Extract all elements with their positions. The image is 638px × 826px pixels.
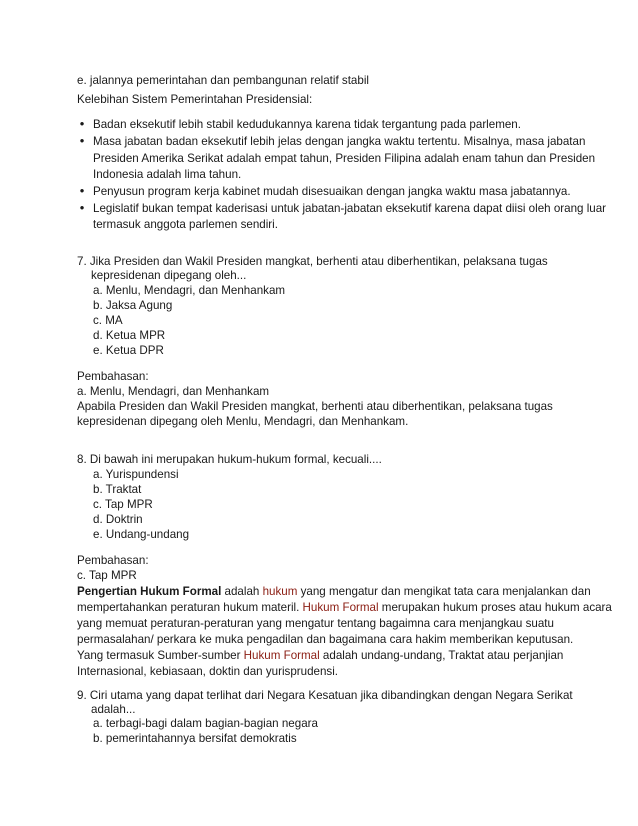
question-7-cont: kepresidenan dipegang oleh... xyxy=(91,269,247,282)
bullet-text: Presiden Amerika Serikat adalah empat tahun, Presiden Filipina adalah enam tahun dan Presiden xyxy=(93,152,596,165)
term-link: Hukum Formal xyxy=(302,601,379,614)
text: yang mengatur dan mengikat tata cara menjalankan dan xyxy=(297,585,591,598)
q7-option-e: e. Ketua DPR xyxy=(93,344,164,357)
text: adalah undang-undang, Traktat atau perjanjian xyxy=(319,649,564,662)
q9-option-b: b. pemerintahannya bersifat demokratis xyxy=(93,732,297,745)
bullet-dot-icon: • xyxy=(79,116,85,131)
q8-answer: c. Tap MPR xyxy=(77,569,137,582)
bullet-text: Badan eksekutif lebih stabil kedudukannya karena tidak tergantung pada parlemen. xyxy=(93,118,521,131)
question-9: 9. Ciri utama yang dapat terlihat dari Negara Kesatuan jika dibandingkan dengan Negara Serikat xyxy=(77,689,573,702)
q8-option-e: e. Undang-undang xyxy=(93,528,190,541)
bullet-text: Indonesia adalah lima tahun. xyxy=(93,168,242,181)
question-7: 7. Jika Presiden dan Wakil Presiden mangkat, berhenti atau diberhentikan, pelaksana tugas xyxy=(77,255,548,268)
term-link: Hukum Formal xyxy=(243,649,320,662)
q7-answer: a. Menlu, Mendagri, dan Menhankam xyxy=(77,385,270,398)
bullet-dot-icon: • xyxy=(79,200,85,215)
term-bold: Pengertian Hukum Formal xyxy=(77,585,222,598)
bullet-text: Legislatif bukan tempat kaderisasi untuk jabatan-jabatan eksekutif karena dapat diisi oleh orang luar xyxy=(93,202,607,215)
bullet-text: Penyusun program kerja kabinet mudah disesuaikan dengan jangka waktu masa jabatannya. xyxy=(93,185,571,198)
q8-option-c: c. Tap MPR xyxy=(93,498,153,511)
q8-explanation-line xyxy=(77,648,563,664)
q8-option-a: a. Yurispundensi xyxy=(93,468,179,481)
option-e-line: e. jalannya pemerintahan dan pembangunan relatif stabil xyxy=(77,74,369,87)
bullet-text: Masa jabatan badan eksekutif lebih jelas dengan jangka waktu tertentu. Misalnya, masa jabatan xyxy=(93,135,586,148)
q8-explanation-line xyxy=(77,584,591,600)
q7-option-c: c. MA xyxy=(93,314,123,327)
q7-explanation: kepresidenan dipegang oleh Menlu, Mendagri, dan Menhankam. xyxy=(77,415,409,428)
q7-option-b: b. Jaksa Agung xyxy=(93,299,173,312)
q8-explanation-line: yang memuat peraturan-peraturan yang mengatur tentang bagaimna cara menjangkau suatu xyxy=(77,617,554,630)
question-8: 8. Di bawah ini merupakan hukum-hukum formal, kecuali.... xyxy=(77,453,382,466)
text: mempertahankan peraturan hukum materil. xyxy=(77,601,303,614)
q8-explanation-line xyxy=(77,600,612,616)
q8-option-d: d. Doktrin xyxy=(93,513,143,526)
q8-explanation-line: permasalahan/ perkara ke muka pengadilan dan bagaimana cara hakim memberikan keputusan. xyxy=(77,633,574,646)
bullet-dot-icon: • xyxy=(79,133,85,148)
bullet-text: termasuk anggota parlemen sendiri. xyxy=(93,218,278,231)
term-link: hukum xyxy=(262,585,298,598)
q8-option-b: b. Traktat xyxy=(93,483,142,496)
q7-option-a: a. Menlu, Mendagri, dan Menhankam xyxy=(93,284,286,297)
q7-pembahasan-label: Pembahasan: xyxy=(77,370,149,383)
text: merupakan hukum proses atau hukum acara xyxy=(378,601,612,614)
section-heading: Kelebihan Sistem Pemerintahan Presidensial: xyxy=(77,93,313,106)
text: Yang termasuk Sumber-sumber xyxy=(77,649,244,662)
text: adalah xyxy=(221,585,263,598)
q7-option-d: d. Ketua MPR xyxy=(93,329,166,342)
q8-pembahasan-label: Pembahasan: xyxy=(77,554,149,567)
question-9-cont: adalah... xyxy=(91,703,136,716)
q9-option-a: a. terbagi-bagi dalam bagian-bagian negara xyxy=(93,717,318,730)
q7-explanation: Apabila Presiden dan Wakil Presiden mangkat, berhenti atau diberhentikan, pelaksana tugas xyxy=(77,400,553,413)
q8-explanation-line: Internasional, kebiasaan, doktin dan yurisprudensi. xyxy=(77,665,339,678)
bullet-dot-icon: • xyxy=(79,183,85,198)
